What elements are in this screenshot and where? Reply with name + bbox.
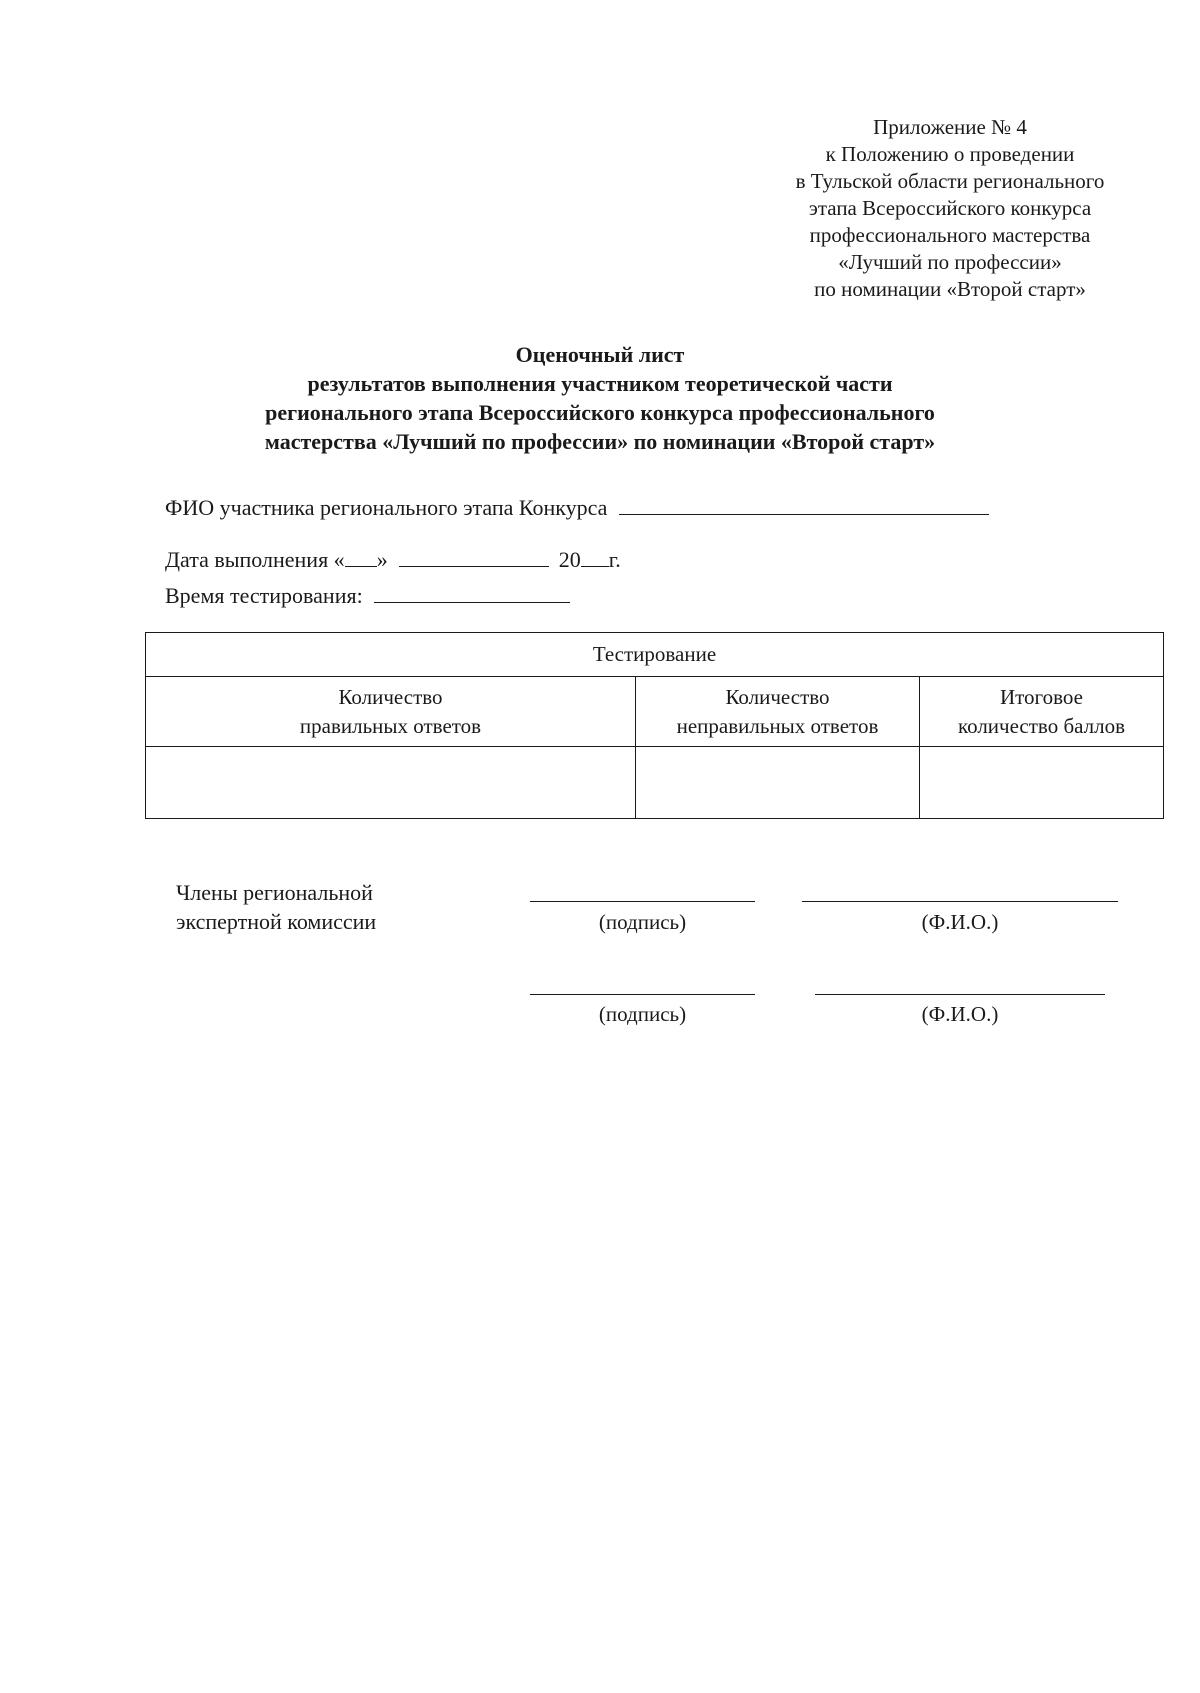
- date-label: Дата выполнения «: [165, 547, 345, 572]
- testing-header-cell: Тестирование: [146, 633, 1164, 677]
- incorrect-answers-cell[interactable]: [636, 747, 920, 819]
- appendix-line: профессионального мастерства: [809, 223, 1091, 247]
- commission-line: экспертной комиссии: [176, 909, 377, 934]
- document-title: [180, 340, 1020, 456]
- date-quote-close: »: [376, 547, 388, 572]
- correct-answers-cell[interactable]: [146, 747, 636, 819]
- participant-fio-label: ФИО участника регионального этапа Конкурса: [165, 495, 608, 520]
- commission-label: [176, 878, 376, 936]
- appendix-line: к Положению о проведении: [825, 142, 1075, 166]
- table-header-row: [146, 633, 1164, 677]
- testing-time-blank[interactable]: [374, 584, 570, 603]
- testing-time-label: Время тестирования:: [165, 583, 363, 608]
- appendix-line: «Лучший по профессии»: [838, 250, 1062, 274]
- date-month-blank[interactable]: [399, 548, 549, 567]
- appendix-line: этапа Всероссийского конкурса: [808, 196, 1092, 220]
- incorrect-answers-header: Количество неправильных ответов: [636, 677, 920, 747]
- appendix-block: [740, 114, 1160, 303]
- testing-time-field: [165, 583, 570, 609]
- correct-answers-header: Количество правильных ответов: [146, 677, 636, 747]
- appendix-line: Приложение № 4: [873, 115, 1027, 139]
- table-columns-row: [146, 677, 1164, 747]
- fio-line-1[interactable]: [802, 901, 1118, 902]
- appendix-line: по номинации «Второй старт»: [814, 277, 1086, 301]
- signature-label-2: (подпись): [598, 1002, 687, 1026]
- title-line: регионального этапа Всероссийского конкурса профессионального: [265, 400, 935, 425]
- total-score-header: Итоговое количество баллов: [920, 677, 1164, 747]
- signature-line-1[interactable]: [530, 901, 755, 902]
- date-day-blank[interactable]: [345, 548, 377, 567]
- participant-fio-blank[interactable]: [619, 496, 989, 515]
- fio-line-2[interactable]: [815, 994, 1105, 995]
- signature-label-1: (подпись): [598, 910, 687, 934]
- title-line: мастерства «Лучший по профессии» по номинации «Второй старт»: [264, 429, 936, 454]
- fio-label-2: (Ф.И.О.): [921, 1002, 999, 1026]
- date-year-blank[interactable]: [581, 548, 609, 567]
- signature-line-2[interactable]: [530, 994, 755, 995]
- appendix-line: в Тульской области регионального: [795, 169, 1105, 193]
- fio-label-1: (Ф.И.О.): [921, 910, 999, 934]
- total-score-cell[interactable]: [920, 747, 1164, 819]
- title-line: Оценочный лист: [515, 342, 685, 367]
- date-year-suffix: г.: [608, 547, 621, 572]
- participant-fio-field: [165, 495, 989, 521]
- commission-line: Члены региональной: [176, 880, 373, 905]
- date-field: [165, 547, 621, 573]
- scoring-table: [145, 632, 1164, 819]
- table-row: [146, 747, 1164, 819]
- date-year-prefix: 20: [558, 547, 581, 572]
- title-line: результатов выполнения участником теоретической части: [307, 371, 893, 396]
